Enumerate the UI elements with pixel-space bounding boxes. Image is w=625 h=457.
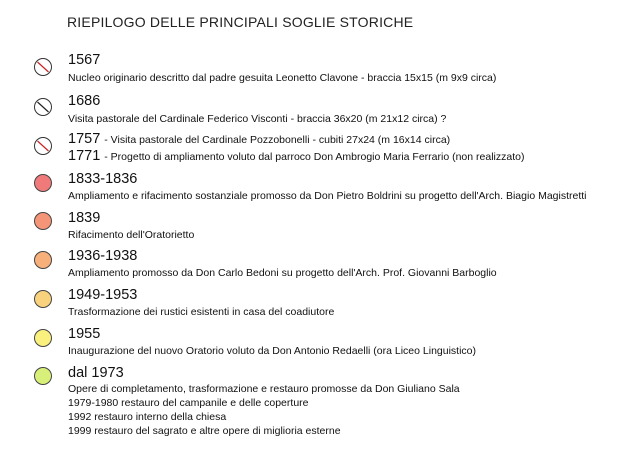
entry-description: - Progetto di ampliamento voluto dal parroco Don Ambrogio Maria Ferrario (non realizzato) [104,151,525,163]
entry-year: 1567 [68,52,101,68]
page-title: RIEPILOGO DELLE PRINCIPALI SOGLIE STORICHE [67,14,414,30]
entry-sub-line: 1992 restauro interno della chiesa [68,411,227,423]
marker-fill [35,368,52,385]
entry-year-line [68,131,450,147]
entry-year: 1839 [68,210,101,226]
marker-fill [35,330,52,347]
orange-circle-icon [33,250,53,270]
red-circle-icon [33,173,53,193]
marker-fill [35,175,52,192]
entry-description: Ampliamento e rifacimento sostanziale promosso da Don Pietro Boldrini su progetto dell'Arch. Biagio Magistretti [68,190,587,202]
entry-year: dal 1973 [68,365,124,381]
entry-description: Nucleo originario descritto dal padre gesuita Leonetto Clavone - braccia 15x15 (m 9x9 circa) [68,72,497,84]
entry-sub-line: 1999 restauro del sagrato e altre opere di miglioria esterne [68,425,341,437]
marker-fill [35,252,52,269]
entry-description: Visita pastorale del Cardinale Federico Visconti - braccia 36x20 (m 21x12 circa) ? [68,113,447,125]
entry-description: Inaugurazione del nuovo Oratorio voluto da Don Antonio Redaelli (ora Liceo Linguistico) [68,345,477,357]
lime-circle-icon [33,366,53,386]
entry-description: - Visita pastorale del Cardinale Pozzobonelli - cubiti 27x24 (m 16x14 circa) [104,134,451,146]
yellow-circle-icon [33,328,53,348]
light-orange-circle-icon [33,289,53,309]
entry-sub-line: 1979-1980 restauro del campanile e delle coperture [68,397,309,409]
entry-description: Opere di completamento, trasformazione e restauro promosse da Don Giuliano Sala [68,383,460,395]
marker-fill [35,213,52,230]
salmon-circle-icon [33,211,53,231]
entry-year: 1955 [68,326,101,342]
entry-description: Trasformazione dei rustici esistenti in casa del coadiutore [68,306,335,318]
hatched-circle-icon [33,57,53,77]
entry-year-line-2 [68,148,524,164]
entry-year: 1936-1938 [68,248,138,264]
hatched-circle-icon [33,136,53,156]
entry-description: Ampliamento promosso da Don Carlo Bedoni su progetto dell'Arch. Prof. Giovanni Barboglio [68,267,497,279]
entry-year: 1771 [68,148,101,164]
entry-description: Rifacimento dell'Oratorietto [68,229,195,241]
entry-year: 1949-1953 [68,287,138,303]
hatched-circle-icon [33,97,53,117]
marker-fill [35,291,52,308]
entry-year: 1686 [68,93,101,109]
entry-year: 1757 [68,131,101,147]
entry-year: 1833-1836 [68,171,138,187]
